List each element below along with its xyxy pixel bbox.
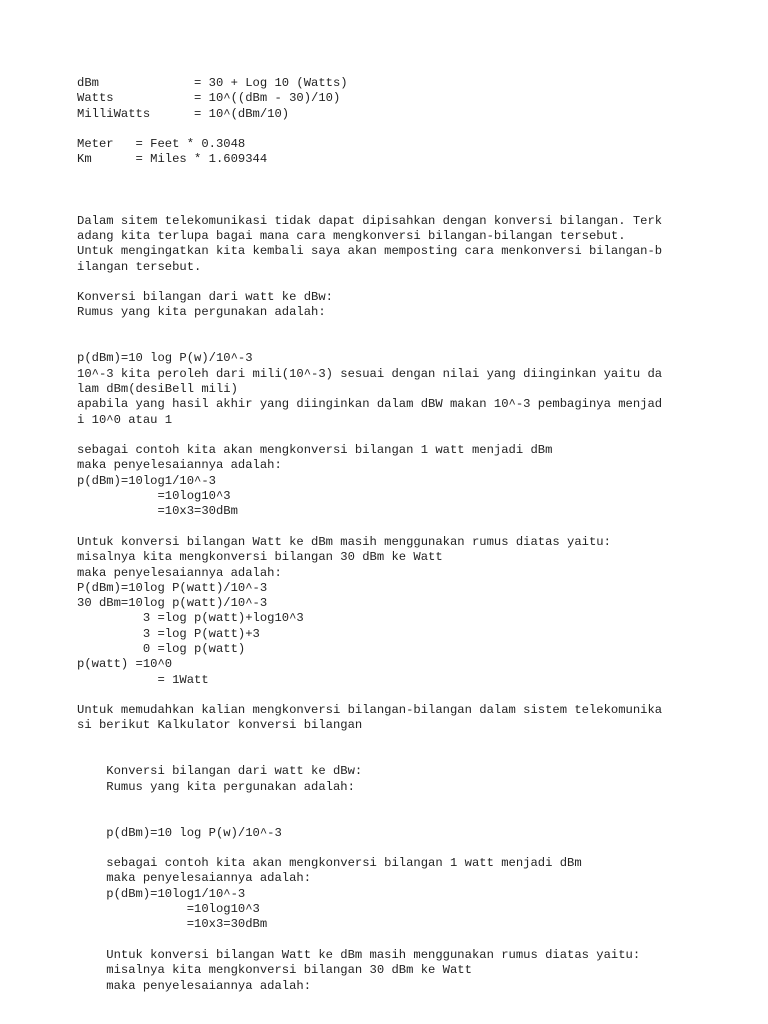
text-line: lam dBm(desiBell mili) — [77, 381, 238, 396]
text-line: maka penyelesaiannya adalah: — [77, 458, 282, 473]
text-line — [77, 810, 662, 825]
text-line — [77, 734, 662, 749]
text-line: maka penyelesaiannya adalah: — [77, 978, 312, 993]
text-line — [77, 321, 662, 336]
text-line: =10log10^3 — [77, 902, 260, 917]
text-line — [77, 183, 662, 198]
text-line: misalnya kita mengkonversi bilangan 30 dBm ke Watt — [77, 963, 472, 978]
text-line: p(dBm)=10log1/10^-3 — [77, 886, 246, 901]
text-line: p(dBm)=10 log P(w)/10^-3 — [77, 351, 253, 366]
text-line — [77, 841, 662, 856]
document-text-body — [77, 76, 662, 994]
text-line — [77, 275, 662, 290]
text-line: Watts = 10^((dBm - 30)/10) — [77, 91, 341, 106]
text-line: dBm = 30 + Log 10 (Watts) — [77, 76, 348, 90]
text-line: p(dBm)=10 log P(w)/10^-3 — [77, 825, 282, 840]
text-line — [77, 795, 662, 810]
text-line: Untuk memudahkan kalian mengkonversi bilangan-bilangan dalam sistem telekomunika — [77, 703, 663, 718]
text-line — [77, 336, 662, 351]
text-line — [77, 749, 662, 764]
text-line: 3 =log P(watt)+3 — [77, 626, 260, 641]
text-line: p(dBm)=10log1/10^-3 — [77, 473, 216, 488]
text-line: Km = Miles * 1.609344 — [77, 152, 268, 167]
text-line: ilangan tersebut. — [77, 259, 202, 274]
text-line: =10log10^3 — [77, 489, 231, 504]
text-line: maka penyelesaiannya adalah: — [77, 871, 312, 886]
text-line: Untuk mengingatkan kita kembali saya akan memposting cara menkonversi bilangan-b — [77, 244, 663, 259]
text-line: misalnya kita mengkonversi bilangan 30 dBm ke Watt — [77, 550, 443, 565]
text-line: si berikut Kalkulator konversi bilangan — [77, 718, 363, 733]
text-line: =10x3=30dBm — [77, 917, 268, 932]
text-line: Dalam sitem telekomunikasi tidak dapat dipisahkan dengan konversi bilangan. Terk — [77, 213, 663, 228]
text-line: Rumus yang kita pergunakan adalah: — [77, 305, 326, 320]
text-line: sebagai contoh kita akan mengkonversi bilangan 1 watt menjadi dBm — [77, 443, 553, 458]
text-line: maka penyelesaiannya adalah: — [77, 565, 282, 580]
text-line: =10x3=30dBm — [77, 504, 238, 519]
text-line: Rumus yang kita pergunakan adalah: — [77, 779, 355, 794]
text-line — [77, 428, 662, 443]
text-line: Meter = Feet * 0.3048 — [77, 137, 246, 152]
text-line: 30 dBm=10log p(watt)/10^-3 — [77, 596, 268, 611]
text-line: Untuk konversi bilangan Watt ke dBm masih menggunakan rumus diatas yaitu: — [77, 947, 641, 962]
text-line: Konversi bilangan dari watt ke dBw: — [77, 290, 333, 305]
text-line — [77, 688, 662, 703]
text-line: MilliWatts = 10^(dBm/10) — [77, 106, 290, 121]
text-line: 10^-3 kita peroleh dari mili(10^-3) sesuai dengan nilai yang diinginkan yaitu da — [77, 366, 663, 381]
text-line: = 1Watt — [77, 672, 209, 687]
text-line — [77, 122, 662, 137]
text-line: adang kita terlupa bagai mana cara mengkonversi bilangan-bilangan tersebut. — [77, 228, 626, 243]
text-line — [77, 933, 662, 948]
text-line — [77, 168, 662, 183]
text-line: Untuk konversi bilangan Watt ke dBm masih menggunakan rumus diatas yaitu: — [77, 534, 611, 549]
text-line: 3 =log p(watt)+log10^3 — [77, 611, 304, 626]
text-line: p(watt) =10^0 — [77, 657, 173, 672]
text-line — [77, 520, 662, 535]
text-line: P(dBm)=10log P(watt)/10^-3 — [77, 580, 268, 595]
text-line: Konversi bilangan dari watt ke dBw: — [77, 764, 363, 779]
text-line — [77, 198, 662, 213]
text-line: apabila yang hasil akhir yang diinginkan dalam dBW makan 10^-3 pembaginya menjad — [77, 397, 663, 412]
text-line: i 10^0 atau 1 — [77, 412, 173, 427]
text-line: 0 =log p(watt) — [77, 641, 246, 656]
text-line: sebagai contoh kita akan mengkonversi bilangan 1 watt menjadi dBm — [77, 856, 582, 871]
